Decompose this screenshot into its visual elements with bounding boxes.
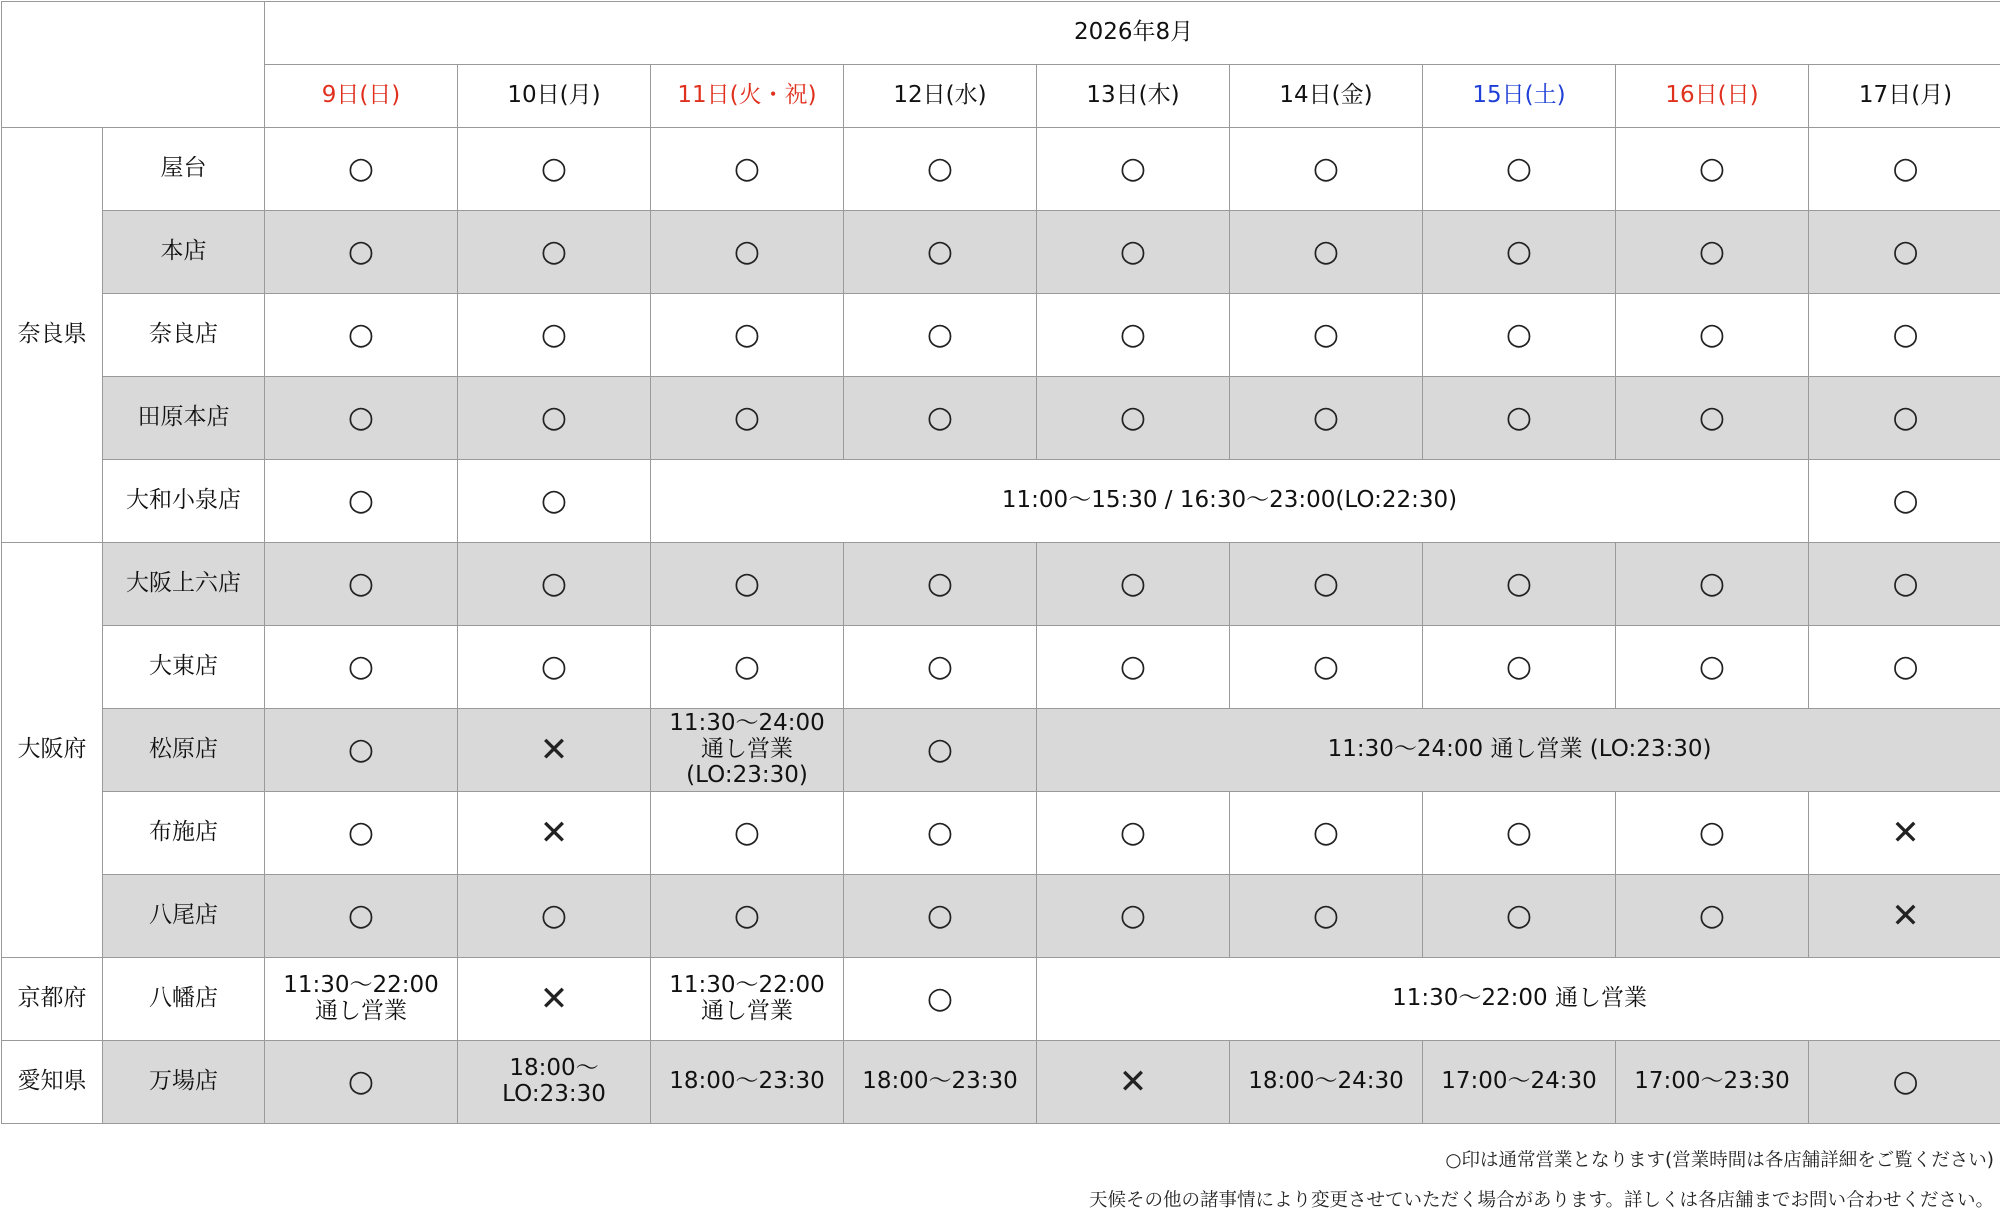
open-circle-icon: ○: [1698, 815, 1726, 851]
status-cell-open: [651, 377, 844, 460]
store-name: 八幡店: [103, 958, 265, 1041]
status-cell-open: [1809, 294, 2000, 377]
open-circle-icon: ○: [540, 649, 568, 685]
status-cell-open: [265, 626, 458, 709]
hours-text: 11:30〜24:00 通し営業 (LO:23:30): [669, 710, 825, 788]
status-cell-open: [844, 709, 1037, 792]
status-cell-open: [651, 875, 844, 958]
store-row: [2, 460, 2000, 543]
store-name: 大和小泉店: [103, 460, 265, 543]
store-name: 大東店: [103, 626, 265, 709]
open-circle-icon: ○: [733, 566, 761, 602]
open-circle-icon: ○: [1892, 649, 1919, 685]
closed-cross-icon: ✕: [539, 729, 569, 770]
store-name: 本店: [103, 211, 265, 294]
status-cell-open: [1230, 626, 1423, 709]
status-cell-open: [1423, 543, 1616, 626]
open-circle-icon: ○: [926, 815, 954, 851]
closed-cross-icon: ✕: [1891, 895, 1920, 936]
store-name: 屋台: [103, 128, 265, 211]
business-hours-table: [1, 1, 2000, 1124]
store-row: [2, 1041, 2000, 1124]
open-circle-icon: ○: [1312, 898, 1340, 934]
hours-text: 11:30〜22:00 通し営業: [283, 972, 439, 1024]
open-circle-icon: ○: [1119, 317, 1147, 353]
store-row: [2, 958, 2000, 1041]
status-cell-open: [1037, 294, 1230, 377]
status-cell-open: [844, 626, 1037, 709]
open-circle-icon: ○: [1892, 400, 1919, 436]
day-header: 12日(水): [844, 65, 1037, 128]
hours-cell: [265, 958, 458, 1041]
status-cell-open: [844, 875, 1037, 958]
store-name: 大阪上六店: [103, 543, 265, 626]
status-cell-open: [1037, 377, 1230, 460]
store-row: [2, 294, 2000, 377]
status-cell-open: [1230, 128, 1423, 211]
status-cell-open: [1616, 543, 1809, 626]
open-circle-icon: ○: [926, 649, 954, 685]
status-cell-open: [1809, 626, 2000, 709]
status-cell-open: [265, 377, 458, 460]
closed-cross-icon: ✕: [539, 978, 569, 1019]
closed-cross-icon: ✕: [1891, 812, 1920, 853]
hours-text: 18:00〜LO:23:30: [502, 1055, 606, 1107]
status-cell-open: [1809, 128, 2000, 211]
day-header: 17日(月): [1809, 65, 2000, 128]
hours-cell: [651, 958, 844, 1041]
open-circle-icon: ○: [1505, 151, 1533, 187]
open-circle-icon: ○: [347, 898, 375, 934]
hours-cell: [651, 1041, 844, 1124]
open-circle-icon: ○: [1698, 898, 1726, 934]
open-circle-icon: ○: [540, 483, 568, 519]
open-circle-icon: ○: [1119, 400, 1147, 436]
status-cell-open: [458, 543, 651, 626]
prefecture-cell: 愛知県: [2, 1041, 103, 1124]
store-row: [2, 626, 2000, 709]
status-cell-open: [844, 377, 1037, 460]
hours-text: 17:00〜23:30: [1634, 1068, 1790, 1095]
status-cell-open: [1423, 792, 1616, 875]
open-circle-icon: ○: [1698, 400, 1726, 436]
status-cell-open: [1230, 211, 1423, 294]
status-cell-open: [458, 294, 651, 377]
store-row: [2, 128, 2000, 211]
open-circle-icon: ○: [1119, 649, 1147, 685]
status-cell-open: [651, 543, 844, 626]
status-cell-open: [265, 128, 458, 211]
status-cell-open: [265, 709, 458, 792]
status-cell-closed: [458, 792, 651, 875]
status-cell-open: [651, 792, 844, 875]
open-circle-icon: ○: [733, 317, 761, 353]
day-header: 11日(火・祝): [651, 65, 844, 128]
open-circle-icon: ○: [1892, 566, 1919, 602]
hours-cell: [1616, 1041, 1809, 1124]
status-cell-closed: [458, 709, 651, 792]
status-cell-open: [1423, 626, 1616, 709]
open-circle-icon: ○: [733, 234, 761, 270]
day-header: 10日(月): [458, 65, 651, 128]
status-cell-closed: [1037, 1041, 1230, 1124]
open-circle-icon: ○: [1119, 151, 1147, 187]
status-cell-open: [651, 128, 844, 211]
open-circle-icon: ○: [1312, 234, 1340, 270]
open-circle-icon: ○: [1312, 151, 1340, 187]
status-cell-open: [1616, 792, 1809, 875]
status-cell-open: [651, 626, 844, 709]
status-cell-open: [1037, 128, 1230, 211]
open-circle-icon: ○: [926, 566, 954, 602]
hours-cell: [1037, 958, 2000, 1041]
open-circle-icon: ○: [347, 649, 375, 685]
hours-text: 18:00〜24:30: [1248, 1068, 1404, 1095]
status-cell-open: [651, 211, 844, 294]
status-cell-open: [265, 1041, 458, 1124]
open-circle-icon: ○: [1892, 234, 1919, 270]
status-cell-open: [265, 294, 458, 377]
open-circle-icon: ○: [347, 234, 375, 270]
open-circle-icon: ○: [1698, 151, 1726, 187]
open-circle-icon: ○: [1698, 234, 1726, 270]
open-circle-icon: ○: [733, 400, 761, 436]
store-name: 松原店: [103, 709, 265, 792]
open-circle-icon: ○: [926, 981, 954, 1017]
open-circle-icon: ○: [733, 815, 761, 851]
store-row: [2, 709, 2000, 792]
hours-text: 11:00〜15:30 / 16:30〜23:00(LO:22:30): [1001, 487, 1458, 514]
hours-cell: [651, 709, 844, 792]
closed-cross-icon: ✕: [1118, 1061, 1148, 1102]
status-cell-open: [844, 294, 1037, 377]
open-circle-icon: ○: [1505, 815, 1533, 851]
disclaimer-note: 天候その他の諸事情により変更させていただく場合があります。詳しくは各店舗までお問い合わせください。: [1088, 1190, 1994, 1211]
hours-cell: [458, 1041, 651, 1124]
status-cell-open: [1037, 875, 1230, 958]
status-cell-open: [458, 377, 651, 460]
hours-text: 11:30〜22:00 通し営業: [669, 972, 825, 1024]
header-blank-cell: [2, 2, 265, 128]
header-days-row: [2, 65, 2000, 128]
open-circle-icon: ○: [926, 400, 954, 436]
open-circle-icon: ○: [540, 566, 568, 602]
status-cell-open: [844, 211, 1037, 294]
open-circle-icon: ○: [1698, 317, 1726, 353]
prefecture-cell: 京都府: [2, 958, 103, 1041]
open-circle-icon: ○: [347, 317, 375, 353]
status-cell-open: [1809, 377, 2000, 460]
store-row: [2, 792, 2000, 875]
hours-text: 18:00〜23:30: [862, 1068, 1018, 1095]
store-row: [2, 543, 2000, 626]
open-circle-icon: ○: [1312, 566, 1340, 602]
open-circle-icon: ○: [347, 732, 375, 768]
hours-cell: [844, 1041, 1037, 1124]
status-cell-open: [265, 875, 458, 958]
status-cell-open: [844, 128, 1037, 211]
status-cell-open: [1230, 543, 1423, 626]
open-circle-icon: ○: [540, 151, 568, 187]
status-cell-open: [1423, 211, 1616, 294]
status-cell-open: [265, 460, 458, 543]
open-circle-icon: ○: [347, 151, 375, 187]
open-circle-icon: ○: [347, 1064, 375, 1100]
status-cell-open: [458, 875, 651, 958]
open-circle-icon: ○: [1505, 566, 1533, 602]
status-cell-open: [1037, 626, 1230, 709]
open-circle-icon: ○: [1312, 400, 1340, 436]
open-circle-icon: ○: [733, 898, 761, 934]
status-cell-open: [1616, 875, 1809, 958]
open-circle-icon: ○: [733, 151, 761, 187]
open-circle-icon: ○: [1312, 815, 1340, 851]
status-cell-open: [265, 543, 458, 626]
day-header: 13日(木): [1037, 65, 1230, 128]
closed-cross-icon: ✕: [539, 812, 569, 853]
open-circle-icon: ○: [1505, 898, 1533, 934]
open-circle-icon: ○: [1892, 1064, 1919, 1100]
open-circle-icon: ○: [1892, 483, 1919, 519]
status-cell-open: [1037, 792, 1230, 875]
open-circle-icon: ○: [347, 483, 375, 519]
status-cell-open: [1037, 211, 1230, 294]
status-cell-open: [458, 128, 651, 211]
store-name: 万場店: [103, 1041, 265, 1124]
open-circle-icon: ○: [1505, 317, 1533, 353]
status-cell-open: [844, 543, 1037, 626]
store-row: [2, 875, 2000, 958]
status-cell-closed: [1809, 875, 2000, 958]
store-name: 奈良店: [103, 294, 265, 377]
open-circle-icon: ○: [1698, 649, 1726, 685]
status-cell-open: [1230, 294, 1423, 377]
status-cell-closed: [1809, 792, 2000, 875]
open-circle-icon: ○: [1119, 234, 1147, 270]
header-month-row: [2, 2, 2000, 65]
open-circle-icon: ○: [733, 649, 761, 685]
status-cell-open: [651, 294, 844, 377]
status-cell-open: [1616, 211, 1809, 294]
status-cell-open: [844, 792, 1037, 875]
open-circle-icon: ○: [540, 898, 568, 934]
status-cell-open: [265, 211, 458, 294]
hours-text: 18:00〜23:30: [669, 1068, 825, 1095]
open-circle-icon: ○: [1892, 151, 1919, 187]
hours-cell: [1423, 1041, 1616, 1124]
status-cell-open: [844, 958, 1037, 1041]
status-cell-open: [1616, 626, 1809, 709]
store-name: 八尾店: [103, 875, 265, 958]
store-row: [2, 377, 2000, 460]
store-name: 布施店: [103, 792, 265, 875]
open-circle-icon: ○: [1698, 566, 1726, 602]
legend-note: ○印は通常営業となります(営業時間は各店舗詳細をご覧ください): [1445, 1150, 1994, 1171]
status-cell-open: [1809, 211, 2000, 294]
status-cell-open: [1423, 294, 1616, 377]
store-row: [2, 211, 2000, 294]
header-month: 2026年8月: [265, 2, 2000, 65]
day-header: 16日(日): [1616, 65, 1809, 128]
status-cell-open: [1423, 128, 1616, 211]
open-circle-icon: ○: [926, 234, 954, 270]
status-cell-closed: [458, 958, 651, 1041]
open-circle-icon: ○: [1505, 234, 1533, 270]
status-cell-open: [1423, 875, 1616, 958]
day-header: 14日(金): [1230, 65, 1423, 128]
open-circle-icon: ○: [926, 317, 954, 353]
status-cell-open: [458, 211, 651, 294]
hours-cell: [1037, 709, 2000, 792]
status-cell-open: [1809, 460, 2000, 543]
open-circle-icon: ○: [1312, 317, 1340, 353]
day-header: 15日(土): [1423, 65, 1616, 128]
status-cell-open: [1616, 294, 1809, 377]
open-circle-icon: ○: [540, 317, 568, 353]
status-cell-open: [1423, 377, 1616, 460]
status-cell-open: [458, 460, 651, 543]
open-circle-icon: ○: [1505, 649, 1533, 685]
open-circle-icon: ○: [347, 815, 375, 851]
hours-text: 11:30〜22:00 通し営業: [1392, 985, 1647, 1012]
day-header: 9日(日): [265, 65, 458, 128]
open-circle-icon: ○: [540, 400, 568, 436]
status-cell-open: [1809, 1041, 2000, 1124]
prefecture-cell: 大阪府: [2, 543, 103, 958]
hours-cell: [651, 460, 1809, 543]
prefecture-cell: 奈良県: [2, 128, 103, 543]
hours-cell: [1230, 1041, 1423, 1124]
status-cell-open: [1230, 875, 1423, 958]
status-cell-open: [458, 626, 651, 709]
status-cell-open: [1809, 543, 2000, 626]
hours-text: 11:30〜24:00 通し営業 (LO:23:30): [1327, 736, 1712, 763]
open-circle-icon: ○: [1119, 566, 1147, 602]
status-cell-open: [265, 792, 458, 875]
open-circle-icon: ○: [1892, 317, 1919, 353]
status-cell-open: [1616, 377, 1809, 460]
status-cell-open: [1230, 377, 1423, 460]
open-circle-icon: ○: [347, 566, 375, 602]
status-cell-open: [1037, 543, 1230, 626]
open-circle-icon: ○: [926, 898, 954, 934]
open-circle-icon: ○: [540, 234, 568, 270]
status-cell-open: [1230, 792, 1423, 875]
open-circle-icon: ○: [1312, 649, 1340, 685]
open-circle-icon: ○: [1119, 898, 1147, 934]
open-circle-icon: ○: [926, 732, 954, 768]
status-cell-open: [1616, 128, 1809, 211]
hours-text: 17:00〜24:30: [1441, 1068, 1597, 1095]
store-name: 田原本店: [103, 377, 265, 460]
open-circle-icon: ○: [1119, 815, 1147, 851]
open-circle-icon: ○: [347, 400, 375, 436]
open-circle-icon: ○: [1505, 400, 1533, 436]
open-circle-icon: ○: [926, 151, 954, 187]
